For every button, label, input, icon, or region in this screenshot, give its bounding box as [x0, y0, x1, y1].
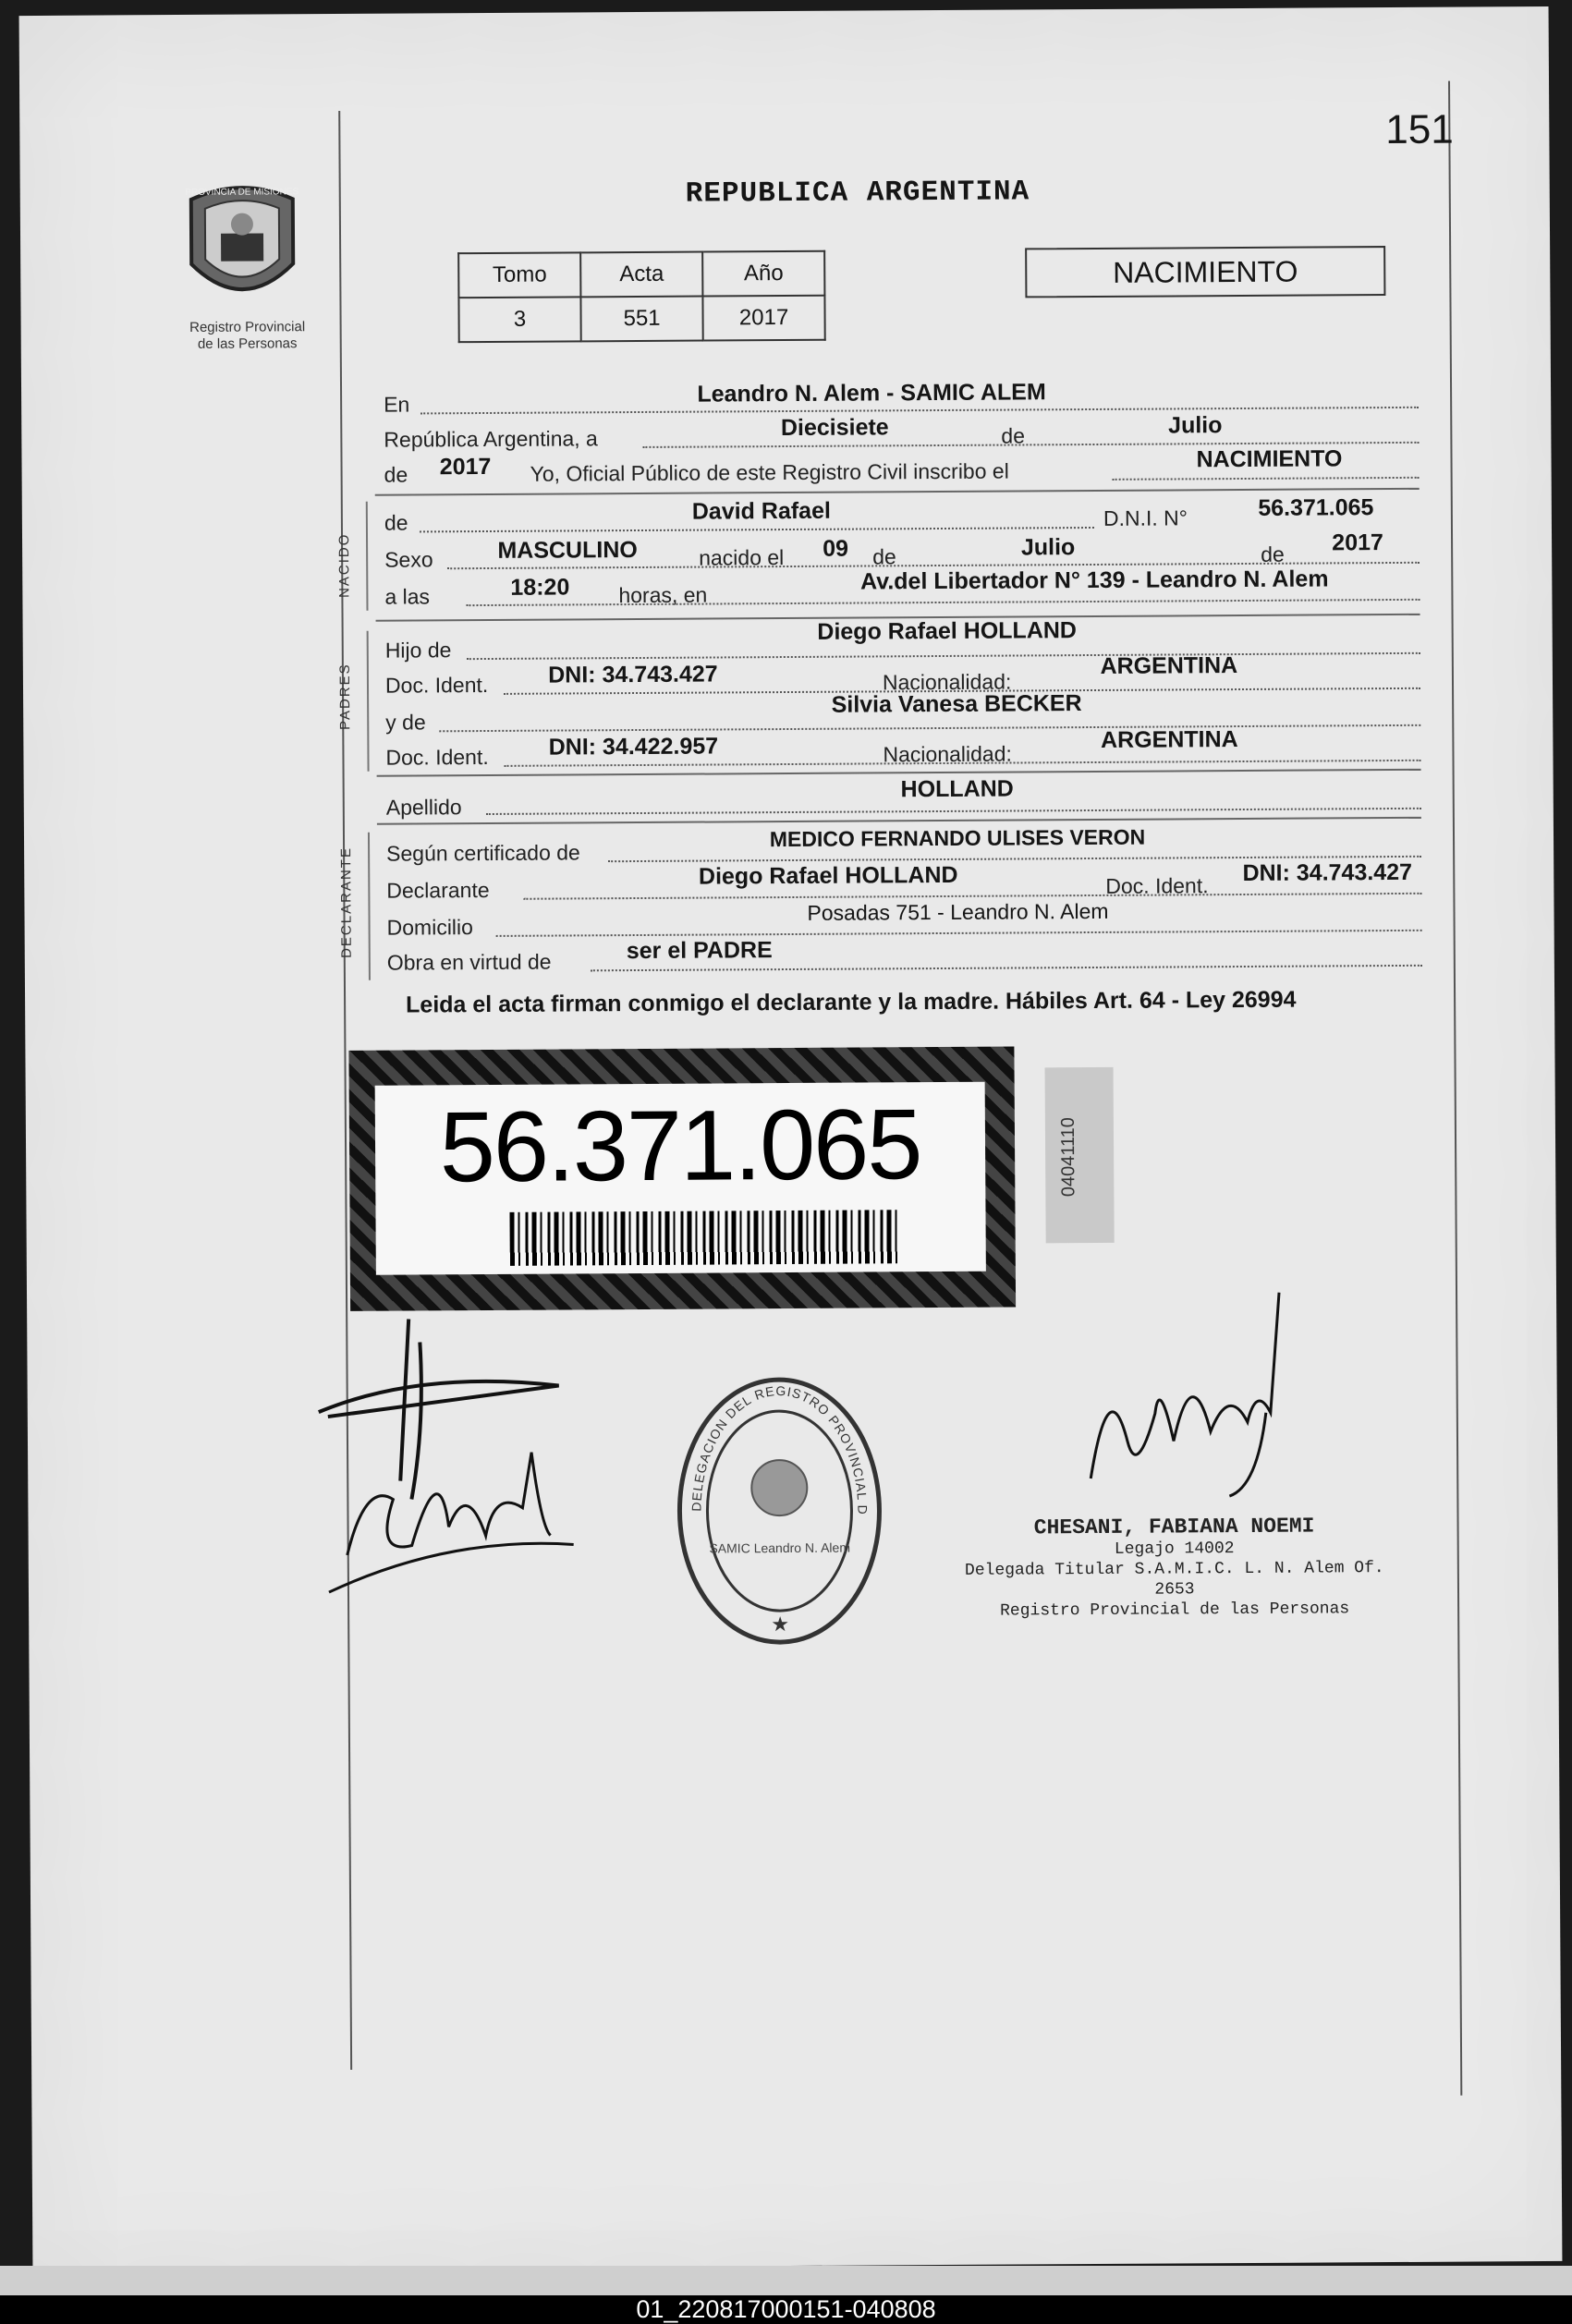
label-segun-certificado: Según certificado de: [386, 840, 580, 866]
record-value-tomo: 3: [458, 297, 580, 342]
right-margin-line: [1448, 81, 1462, 2096]
declarant-name: Diego Rafael HOLLAND: [698, 861, 958, 890]
child-surname: HOLLAND: [900, 775, 1014, 803]
official-office: Registro Provincial de las Personas: [1000, 1600, 1350, 1621]
label-nacido-el: nacido el: [699, 545, 785, 570]
mother-nationality: ARGENTINA: [1100, 726, 1238, 753]
label-doc-ident: Doc. Ident.: [1105, 873, 1209, 898]
official-name: CHESANI, FABIANA NOEMI: [1033, 1514, 1315, 1540]
registration-month: Julio: [1168, 412, 1223, 439]
dni-sticker: [348, 1047, 1016, 1311]
declarant-reason: ser el PADRE: [626, 937, 773, 965]
birth-time: 18:20: [510, 574, 570, 601]
official-legajo: Legajo 14002: [1114, 1539, 1235, 1559]
page-number: 151: [1385, 106, 1454, 153]
declarant-address: Posadas 751 - Leandro N. Alem: [807, 898, 1109, 925]
child-name: David Rafael: [691, 497, 831, 525]
logo-emblem-text: PROVINCIA DE MISIONES: [185, 187, 299, 198]
declarant-document: DNI: 34.743.427: [1242, 858, 1413, 887]
label-y-de: y de: [385, 710, 426, 735]
underlying-page-strip: [0, 2266, 1572, 2297]
record-header-anio: Año: [702, 251, 824, 297]
label-nacionalidad: Nacionalidad:: [883, 741, 1012, 767]
birth-place: Av.del Libertador N° 139 - Leandro N. Alem: [860, 566, 1329, 595]
label-declarante: Declarante: [386, 877, 490, 903]
section-label-declarante: DECLARANTE: [338, 846, 355, 958]
label-doc-ident: Doc. Ident.: [384, 672, 489, 698]
mother-name: Silvia Vanesa BECKER: [831, 690, 1082, 718]
label-hijo-de: Hijo de: [384, 638, 452, 663]
coat-of-arms-logo: [173, 176, 331, 320]
official-signature: [1071, 1274, 1313, 1521]
dotted-line: [486, 808, 1421, 815]
logo-caption-line2: de las Personas: [197, 335, 298, 352]
label-nacionalidad: Nacionalidad:: [882, 669, 1012, 695]
father-name: Diego Rafael HOLLAND: [817, 617, 1078, 645]
seal-inner-text: SAMIC Leandro N. Alem: [709, 1539, 851, 1556]
label-horas-en: horas, en: [618, 582, 708, 608]
act-type-box: NACIMIENTO: [1025, 246, 1385, 298]
section-bracket: [368, 833, 371, 980]
dotted-line: [420, 527, 1094, 532]
certificate-issuer: MEDICO FERNANDO ULISES VERON: [769, 824, 1146, 852]
record-header-acta: Acta: [580, 252, 702, 298]
birth-year: 2017: [1332, 529, 1383, 556]
section-label-padres: PADRES: [336, 663, 354, 730]
sticker-label: [375, 1082, 986, 1275]
mother-document: DNI: 34.422.957: [548, 733, 719, 760]
father-document: DNI: 34.743.427: [548, 661, 718, 688]
label-en: En: [384, 392, 410, 417]
dotted-line: [591, 965, 1422, 971]
label-obra-en-virtud: Obra en virtud de: [386, 949, 552, 975]
child-dni: 56.371.065: [1258, 494, 1374, 521]
document-title: REPUBLICA ARGENTINA: [685, 176, 1030, 211]
barcode: [509, 1210, 897, 1266]
child-sex: MASCULINO: [497, 537, 638, 564]
label-de: de: [872, 544, 896, 569]
section-divider: [377, 817, 1421, 825]
label-domicilio: Domicilio: [386, 915, 473, 940]
label-doc-ident: Doc. Ident.: [385, 744, 489, 770]
label-republica: República Argentina, a: [384, 426, 598, 452]
section-bracket: [366, 502, 369, 611]
dotted-line: [496, 930, 1422, 937]
sticker-dni-number: 56.371.065: [439, 1088, 921, 1203]
seal-text: DELEGACION DEL REGISTRO PROVINCIAL DE: [689, 1382, 871, 1515]
registration-inscribes: NACIMIENTO: [1196, 445, 1343, 473]
label-dni: D.N.I. N°: [1103, 505, 1188, 530]
closing-note: Leida el acta firman conmigo el declarante y la madre. Hábiles Art. 64 - Ley 26994: [406, 986, 1297, 1018]
birth-day: 09: [823, 535, 849, 562]
dotted-line: [1113, 477, 1420, 481]
certificate-page: [19, 6, 1563, 2270]
father-nationality: ARGENTINA: [1100, 652, 1238, 679]
registration-place: Leandro N. Alem - SAMIC ALEM: [697, 379, 1046, 408]
tag-code: 04041110: [1057, 1117, 1079, 1198]
logo-caption-line1: Registro Provincial: [189, 319, 306, 335]
file-caption: 01_220817000151-040808: [0, 2295, 1572, 2324]
registry-seal: [664, 1367, 896, 1660]
control-tag: [1045, 1067, 1115, 1243]
dotted-line: [466, 599, 1420, 606]
declarant-signature: [309, 1313, 588, 1615]
dotted-line: [523, 893, 1421, 900]
seal-star-icon: ★: [771, 1612, 790, 1637]
label-de: de: [1001, 423, 1026, 448]
record-value-anio: 2017: [702, 296, 824, 341]
record-value-acta: 551: [580, 297, 702, 342]
label-de: de: [1261, 541, 1285, 566]
logo-caption: [160, 319, 335, 353]
official-stamp: [957, 1514, 1393, 1622]
section-bracket: [367, 631, 370, 772]
label-apellido: Apellido: [385, 795, 462, 820]
label-a-las: a las: [384, 584, 431, 609]
label-yo-oficial: Yo, Oficial Público de este Registro Civil inscribo el: [530, 458, 1009, 486]
label-sexo: Sexo: [384, 547, 433, 572]
label-de: de: [384, 510, 408, 535]
birth-month: Julio: [1020, 534, 1076, 561]
section-label-nacido: NACIDO: [335, 532, 353, 598]
registration-year: 2017: [439, 453, 492, 481]
label-de: de: [384, 462, 408, 487]
record-header-tomo: Tomo: [458, 252, 580, 298]
record-table: [457, 250, 826, 343]
registration-day: Diecisiete: [780, 414, 889, 442]
official-role: Delegada Titular S.A.M.I.C. L. N. Alem Of. 2653: [964, 1559, 1384, 1600]
